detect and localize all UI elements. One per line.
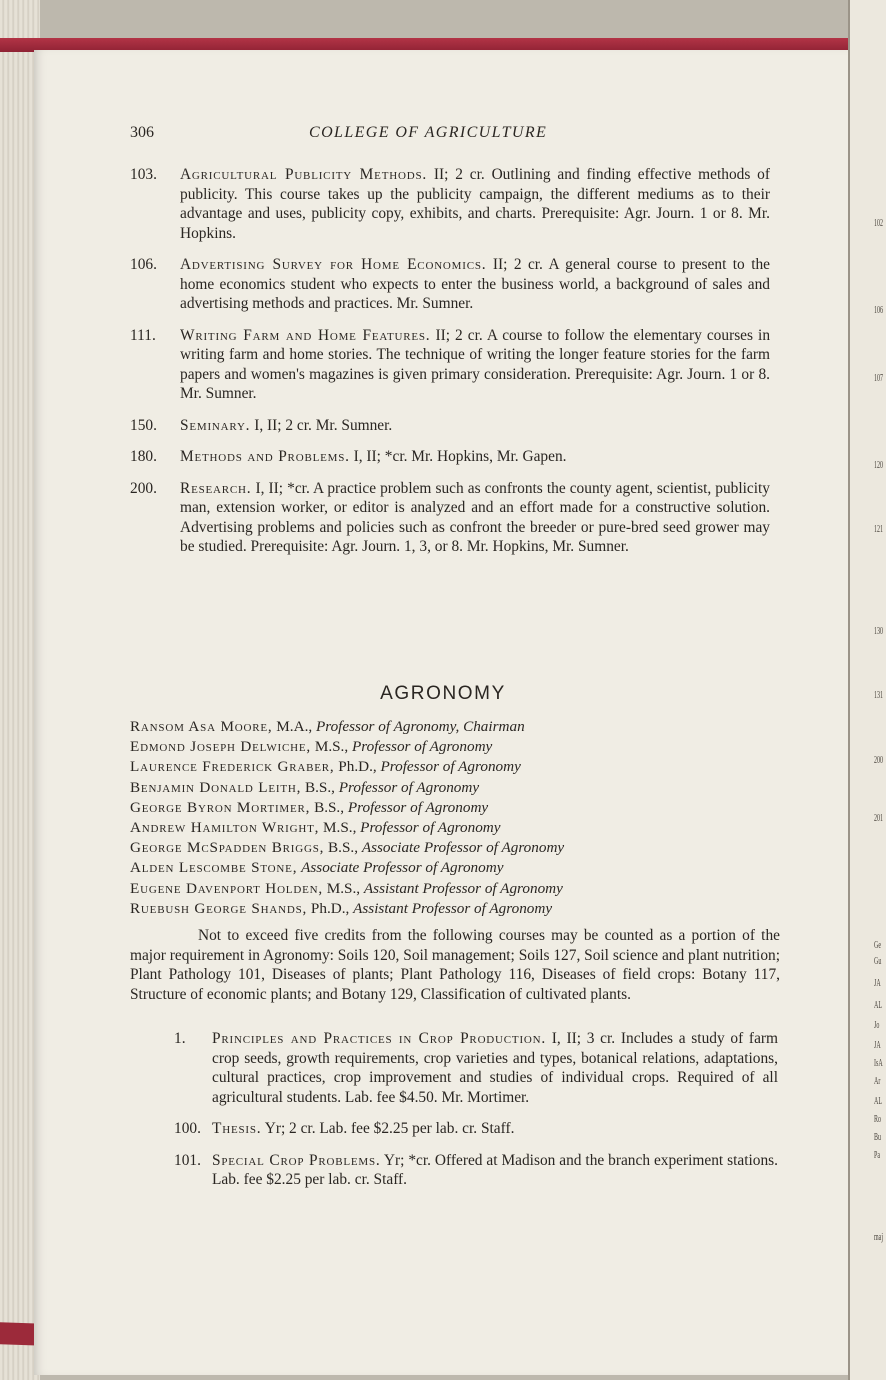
faculty-name: Alden Lescombe Stone,	[130, 859, 298, 877]
faculty-list	[130, 717, 770, 919]
faculty-degree: B.S.,	[310, 798, 348, 816]
course-title: Methods and Problems.	[180, 448, 350, 465]
faculty-degree: Ph.D.,	[334, 758, 381, 776]
faculty-degree: M.S.,	[322, 879, 364, 897]
faculty-name: Edmond Joseph Delwiche,	[130, 738, 312, 756]
course-description: II; 2 cr. A course to follow the elementary courses in writing farm and home stories. The technique of writing the longer feature stories for the farm papers and women's magazines is given primary consideration. Prerequisite: Agr. Journ. 1 or 8. Mr. Sumner.	[180, 326, 771, 402]
course-entry	[130, 479, 770, 557]
facing-page-fragment: Ar	[874, 1076, 881, 1087]
course-description: Yr; 2 cr. Lab. fee $2.25 per lab. cr. Staff.	[261, 1120, 515, 1137]
faculty-degree: B.S.,	[324, 839, 362, 857]
course-entry	[130, 165, 770, 243]
faculty-member	[130, 717, 770, 737]
facing-page-fragment: 200	[874, 755, 883, 766]
facing-page-fragment: Pa	[874, 1150, 880, 1161]
facing-page-fragment: 201	[874, 813, 883, 824]
faculty-member	[130, 798, 770, 818]
course-description: I, II; 2 cr. Mr. Sumner.	[250, 416, 393, 434]
faculty-role: Assistant Professor of Agronomy	[353, 899, 553, 917]
course-number: 111.	[130, 326, 156, 344]
course-description: II; 2 cr. Outlining and finding effective methods of publicity. This course takes up the publicity campaign, the different mediums as to their advantage and uses, publicity copy, exhibits, and charts. Prerequisite: Agr. Journ. 1 or 8. Mr. Hopkins.	[180, 166, 770, 242]
faculty-name: Benjamin Donald Leith,	[130, 778, 302, 796]
facing-page-fragment: IsA	[874, 1058, 883, 1069]
faculty-role: Professor of Agronomy	[338, 778, 480, 796]
course-title: Agricultural Publicity Methods.	[180, 166, 428, 183]
faculty-member	[130, 778, 770, 798]
course-title: Special Crop Problems.	[212, 1151, 381, 1169]
course-description: I, II; *cr. Mr. Hopkins, Mr. Gapen.	[349, 448, 567, 465]
course-list-agronomy	[130, 1029, 778, 1202]
facing-page-fragment: 130	[874, 626, 883, 637]
course-description: II; 2 cr. A general course to present to the home economics student who expects to enter the business world, a background of sales and advertising methods and practices. Mr. Sumner.	[180, 256, 770, 312]
course-title: Research.	[180, 479, 252, 497]
course-title: Writing Farm and Home Features.	[180, 326, 431, 344]
faculty-name: George Byron Mortimer,	[130, 798, 311, 816]
faculty-role: Professor of Agronomy	[351, 738, 493, 756]
faculty-name: Ransom Asa Moore,	[130, 718, 273, 735]
faculty-name: Laurence Frederick Graber,	[130, 758, 335, 776]
faculty-member	[130, 757, 770, 777]
facing-page-fragment: 120	[874, 460, 883, 471]
facing-page-fragment: 121	[874, 524, 883, 535]
course-title: Advertising Survey for Home Economics.	[180, 256, 487, 273]
course-title: Thesis.	[212, 1120, 262, 1137]
facing-page-fragment: JA	[874, 978, 881, 989]
faculty-degree: M.A.,	[272, 718, 316, 735]
facing-page-fragment: AL	[874, 1000, 883, 1011]
faculty-role: Associate Professor of Agronomy	[301, 859, 504, 877]
faculty-member	[130, 818, 770, 838]
course-title: Seminary.	[180, 416, 251, 434]
course-entry	[130, 416, 770, 436]
course-entry	[130, 447, 770, 467]
faculty-degree: M.S.,	[319, 819, 361, 837]
facing-page-fragment: 131	[874, 690, 883, 701]
faculty-member	[130, 899, 770, 919]
faculty-member	[130, 858, 770, 878]
faculty-role: Professor of Agronomy	[360, 819, 501, 837]
course-number: 180.	[130, 448, 157, 465]
course-entry	[130, 326, 770, 404]
course-entry	[130, 1151, 778, 1190]
course-number: 103.	[130, 166, 157, 183]
running-title: COLLEGE OF AGRICULTURE	[309, 124, 548, 141]
faculty-degree: B.S.,	[301, 778, 339, 796]
course-description: I, II; *cr. A practice problem such as confronts the county agent, scientist, publicity man, extension worker, or editor is analyzed and an effort made for a constructive solution. Advertising problems and policies such as confront the breeder or pure-bred seed grower may be studied. Prerequisite: Agr. Journ. 1, 3, or 8. Mr. Hopkins, Mr. Sumner.	[180, 479, 770, 555]
course-number: 106.	[130, 256, 157, 273]
course-number: 100.	[174, 1120, 201, 1137]
facing-page-fragment: Ro	[874, 1114, 882, 1125]
faculty-name: Eugene Davenport Holden,	[130, 879, 323, 897]
faculty-degree: Ph.D.,	[307, 899, 354, 917]
facing-page-fragment: Jo	[874, 1020, 880, 1031]
course-title: Principles and Practices in Crop Production.	[212, 1030, 547, 1047]
faculty-role: Assistant Professor of Agronomy	[363, 879, 563, 897]
facing-page-fragment: 106	[874, 305, 883, 316]
course-number: 200.	[130, 479, 157, 497]
course-number: 1.	[174, 1030, 186, 1047]
faculty-name: Andrew Hamilton Wright,	[130, 819, 320, 837]
faculty-role: Associate Professor of Agronomy	[361, 839, 565, 857]
faculty-role: Professor of Agronomy	[347, 798, 489, 816]
course-entry	[130, 255, 770, 314]
course-description: I, II; 3 cr. Includes a study of farm crop seeds, growth requirements, crop varieties and types, botanical relations, adaptations, cultural practices, crop improvement and studies of individual crops. Required of all agricultural students. Lab. fee $4.50. Mr. Mortimer.	[212, 1030, 778, 1106]
course-list-journalism	[130, 165, 770, 569]
faculty-name: George McSpadden Briggs,	[130, 839, 325, 857]
facing-page-fragment: Gu	[874, 956, 882, 967]
faculty-role: Professor of Agronomy, Chairman	[315, 718, 525, 735]
course-description: Yr; *cr. Offered at Madison and the branch experiment stations. Lab. fee $2.25 per lab. cr. Staff.	[212, 1151, 778, 1188]
course-number: 101.	[174, 1151, 201, 1169]
course-entry	[130, 1029, 778, 1107]
faculty-degree: M.S.,	[311, 738, 352, 756]
page-header	[130, 124, 770, 148]
facing-page-fragment: JA	[874, 1040, 881, 1051]
faculty-member	[130, 879, 770, 899]
facing-page-fragment: 102	[874, 218, 883, 229]
course-number: 150.	[130, 416, 157, 434]
facing-page-fragment: maj	[874, 1232, 883, 1243]
faculty-role: Professor of Agronomy	[380, 758, 521, 776]
faculty-member	[130, 737, 770, 757]
credits-note-paragraph: Not to exceed five credits from the following courses may be counted as a portion of the major requirement in Agronomy: Soils 120, Soil management; Soils 127, Soil science and plant nutrition; Plant Pathology 101, Diseases of plants; Plant Pathology 116, Diseases of field crops: Botany 117, Structure of economic plants; and Botany 129, Classification of cultivated plants.	[130, 927, 780, 1003]
course-entry	[130, 1119, 778, 1139]
page-number: 306	[130, 124, 154, 141]
faculty-member	[130, 838, 770, 858]
facing-page-fragment: Ge	[874, 940, 882, 951]
facing-page-fragment: 107	[874, 373, 883, 384]
section-heading: AGRONOMY	[380, 683, 506, 704]
faculty-name: Ruebush George Shands,	[130, 899, 308, 917]
facing-page-fragment: AL	[874, 1096, 883, 1107]
facing-page-fragment: Bu	[874, 1132, 882, 1143]
